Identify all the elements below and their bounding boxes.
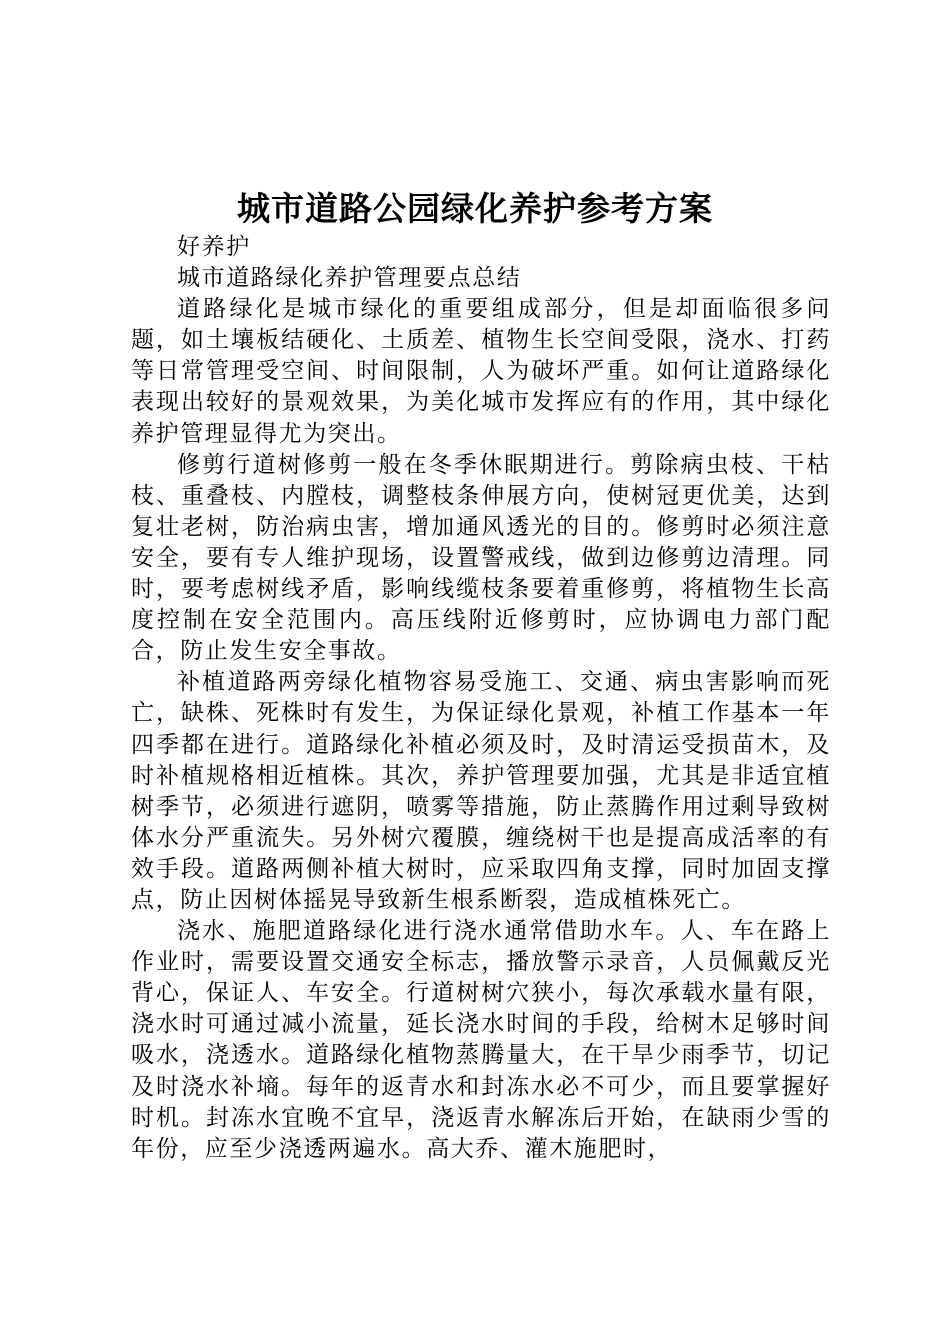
paragraph-subtitle-1: 好养护 [177, 234, 251, 260]
paragraph-pruning: 修剪行道树修剪一般在冬季休眠期进行。剪除病虫枝、干枯枝、重叠枝、内膛枝，调整枝条伸展方向，使树冠更优美，达到复壮老树，防治病虫害，增加通风透光的目的。修剪时必须注意安全，要有专人维护现场，设置警戒线，做到边修剪边清理。同时，要考虑树线矛盾，影响线缆枝条要着重修剪，将植物生长高度控制在安全范围内。高压线附近修剪时，应协调电力部门配合，防止发生安全事故。 [131, 451, 831, 665]
paragraph-intro: 道路绿化是城市绿化的重要组成部分，但是却面临很多问题，如土壤板结硬化、土质差、植物生长空间受限，浇水、打药等日常管理受空间、时间限制，人为破坏严重。如何让道路绿化表现出较好的景观效果，为美化城市发挥应有的作用，其中绿化养护管理显得尤为突出。 [131, 296, 831, 447]
paragraph-watering: 浇水、施肥道路绿化进行浇水通常借助水车。人、车在路上作业时，需要设置交通安全标志，播放警示录音，人员佩戴反光背心，保证人、车安全。行道树树穴狭小，每次承载水量有限，浇水时可通过减小流量，延长浇水时间的手段，给树木足够时间吸水，浇透水。道路绿化植物蒸腾量大，在干旱少雨季节，切记及时浇水补墒。每年的返青水和封冻水必不可少，而且要掌握好时机。封冻水宜晚不宜早，浇返青水解冻后开始，在缺雨少雪的年份，应至少浇透两遍水。高大乔、灌木施肥时， [131, 918, 831, 1162]
paragraph-subtitle-2: 城市道路绿化养护管理要点总结 [177, 265, 522, 292]
paragraph-replanting: 补植道路两旁绿化植物容易受施工、交通、病虫害影响而死亡，缺株、死株时有发生，为保证绿化景观，补植工作基本一年四季都在进行。道路绿化补植必须及时，及时清运受损苗木，及时补植规格相近植株。其次，养护管理要加强，尤其是非适宜植树季节，必须进行遮阴，喷雾等措施，防止蒸腾作用过剩导致树体水分严重流失。另外树穴覆膜，缠绕树干也是提高成活率的有效手段。道路两侧补植大树时，应采取四角支撑，同时加固支撑点，防止因树体摇晃导致新生根系断裂，造成植株死亡。 [131, 669, 831, 913]
document-title: 城市道路公园绿化养护参考方案 [237, 189, 713, 228]
document-body [131, 232, 831, 1165]
